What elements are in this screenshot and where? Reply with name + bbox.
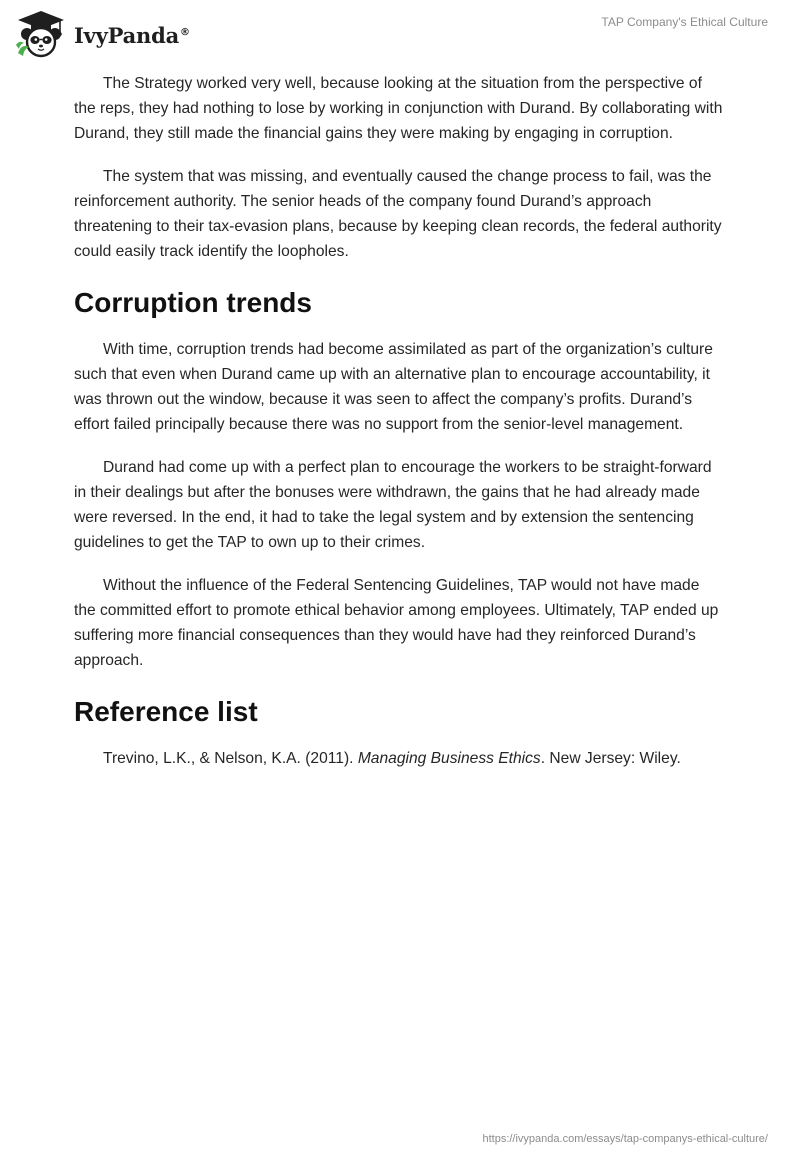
reference-entry — [74, 746, 724, 771]
section-heading-reference-list: Reference list — [74, 696, 258, 727]
reference-authors: Trevino, L.K., & Nelson, K.A. (2011). — [103, 750, 358, 767]
section-heading-corruption-trends: Corruption trends — [74, 287, 312, 318]
registered-mark: ® — [180, 26, 190, 38]
paragraph: The system that was missing, and eventually caused the change process to fail, was the reinforcement authority. The senior heads of the company found Durand’s approach threatening to their tax-evasion plans, because by keeping clean records, the federal authority could easily track identify the loopholes. — [74, 168, 722, 260]
paragraph: The Strategy worked very well, because looking at the situation from the perspective of the reps, they had nothing to lose by working in conjunction with Durand. By collaborating with Durand, they still made the financial gains they were making by engaging in corruption. — [74, 75, 723, 142]
source-url[interactable]: https://ivypanda.com/essays/tap-companys-ethical-culture/ — [482, 1133, 768, 1145]
ivypanda-logo[interactable] — [14, 9, 190, 59]
paragraph: Durand had come up with a perfect plan to encourage the workers to be straight-forward in their dealings but after the bonuses were withdrawn, the gains that he had already made were reversed. In the end, it had to take the legal system and by extension the sentencing guidelines to get the TAP to own up to their crimes. — [74, 459, 712, 551]
reference-title: Managing Business Ethics — [357, 750, 541, 767]
essay-content — [74, 71, 724, 789]
brand-name: IvyPanda® — [74, 22, 190, 48]
page-header — [0, 0, 800, 64]
panda-graduate-logo-icon — [14, 9, 68, 59]
paragraph: Without the influence of the Federal Sentencing Guidelines, TAP would not have made the committed effort to promote ethical behavior among employees. Ultimately, TAP ended up suffering more financial consequences than they would have had they reinforced Durand’s approach. — [74, 577, 719, 669]
reference-publisher: . New Jersey: Wiley. — [540, 750, 681, 767]
paragraph: With time, corruption trends had become assimilated as part of the organization’s culture such that even when Durand came up with an alternative plan to encourage accountability, it was thrown out the window, because it was seen to affect the company’s profits. Durand’s effort failed principally because there was no support from the senior-level management. — [74, 341, 713, 433]
running-title: TAP Company's Ethical Culture — [601, 15, 768, 29]
